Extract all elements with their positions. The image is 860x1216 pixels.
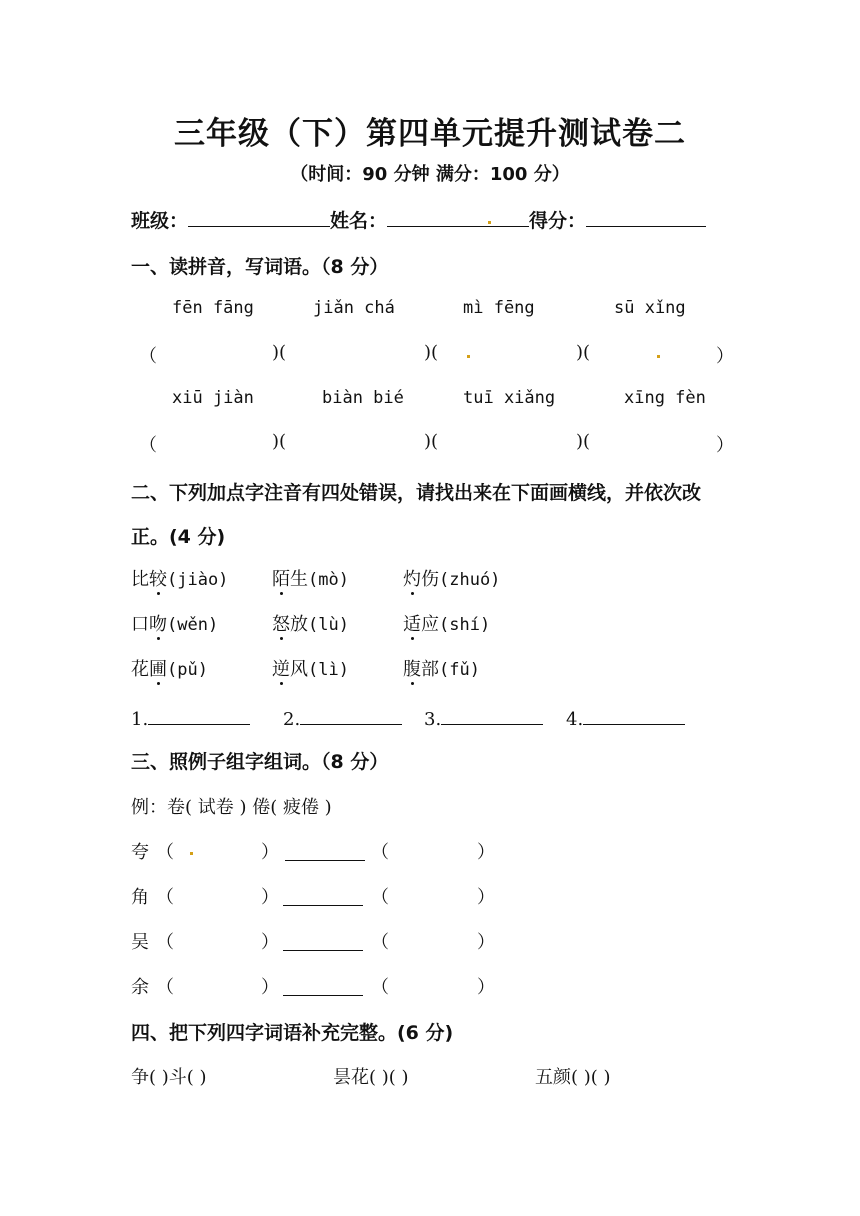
exam-subtitle: （时间：90 分钟 满分：100 分） [290, 164, 570, 185]
pinyin-2: jiǎn chá [313, 298, 395, 318]
section4-heading: 四、把下列四字词语补充完整。(6 分) [131, 1022, 454, 1044]
answer-3: 3. [424, 704, 543, 730]
pinyin-8: xīng fèn [624, 388, 706, 408]
answer-blank[interactable] [148, 704, 250, 725]
char-row: 吴 （ ） （ ） [131, 932, 495, 953]
class-blank[interactable] [188, 206, 330, 227]
paren-mid: )( [424, 431, 439, 452]
section3-heading: 三、照例子组字组词。（8 分） [131, 751, 389, 773]
page-title: 三年级（下）第四单元提升测试卷二 [174, 116, 686, 152]
word-blank[interactable] [283, 975, 363, 996]
name-label: 姓名： [330, 210, 388, 232]
answer-blank[interactable] [300, 704, 402, 725]
paren-mid: )( [272, 342, 287, 363]
paren-mid: )( [424, 342, 439, 363]
idiom-item-2: 昙花( )( ) [333, 1067, 409, 1088]
pinyin-1: fēn fāng [172, 298, 254, 318]
idiom-item-3: 五颜( )( ) [535, 1067, 611, 1088]
pinyin-7: tuī xiǎng [463, 388, 556, 408]
answer-4: 4. [566, 704, 685, 730]
word-item: 腹部(fǔ) [403, 655, 480, 681]
section2-heading: 二、下列加点字注音有四处错误，请找出来在下面画横线，并依次改 [131, 482, 702, 504]
answer-2: 2. [283, 704, 402, 730]
answer-blank[interactable] [583, 704, 685, 725]
pinyin-6: biàn bié [322, 388, 404, 408]
section1-heading: 一、读拼音，写词语。（8 分） [131, 256, 389, 278]
word-blank[interactable] [283, 930, 363, 951]
section2-heading-cont: 正。(4 分) [131, 526, 226, 548]
paren-mid: )( [272, 431, 287, 452]
word-blank[interactable] [283, 885, 363, 906]
word-item: 花圃(pǔ) [131, 655, 208, 681]
paren-open: （ [139, 346, 157, 367]
paren-close: ） [716, 346, 734, 367]
word-item: 口吻(wěn) [131, 610, 218, 636]
word-item: 灼伤(zhuó) [403, 565, 500, 591]
class-label: 班级： [131, 210, 189, 232]
idiom-item-1: 争( )斗( ) [131, 1067, 207, 1088]
paren-open: （ [139, 435, 157, 456]
artifact-mark [488, 221, 491, 224]
artifact-mark [467, 355, 470, 358]
answer-1: 1. [131, 704, 250, 730]
paren-mid: )( [576, 431, 591, 452]
word-item: 逆风(lì) [272, 655, 349, 681]
artifact-mark [657, 355, 660, 358]
paren-close: ） [716, 435, 734, 456]
answer-blank[interactable] [441, 704, 543, 725]
word-item: 怒放(lù) [272, 610, 349, 636]
word-item: 适应(shí) [403, 610, 490, 636]
pinyin-5: xiū jiàn [172, 388, 254, 408]
score-blank[interactable] [586, 206, 706, 227]
pinyin-4: sū xǐng [614, 298, 686, 318]
char-row: 角 （ ） （ ） [131, 887, 495, 908]
info-line [131, 206, 706, 233]
word-blank[interactable] [285, 840, 365, 861]
pinyin-3: mì fēng [463, 298, 535, 318]
score-label: 得分： [529, 210, 587, 232]
word-item: 陌生(mò) [272, 565, 349, 591]
section3-example: 例：卷( 试卷 ) 倦( 疲倦 ) [131, 797, 332, 818]
char-row: 夸 （ ） （ ） [131, 842, 495, 863]
paren-mid: )( [576, 342, 591, 363]
artifact-mark [190, 852, 193, 855]
char-row: 余 （ ） （ ） [131, 977, 495, 998]
word-item: 比较(jiào) [131, 565, 228, 591]
name-blank[interactable] [387, 206, 529, 227]
